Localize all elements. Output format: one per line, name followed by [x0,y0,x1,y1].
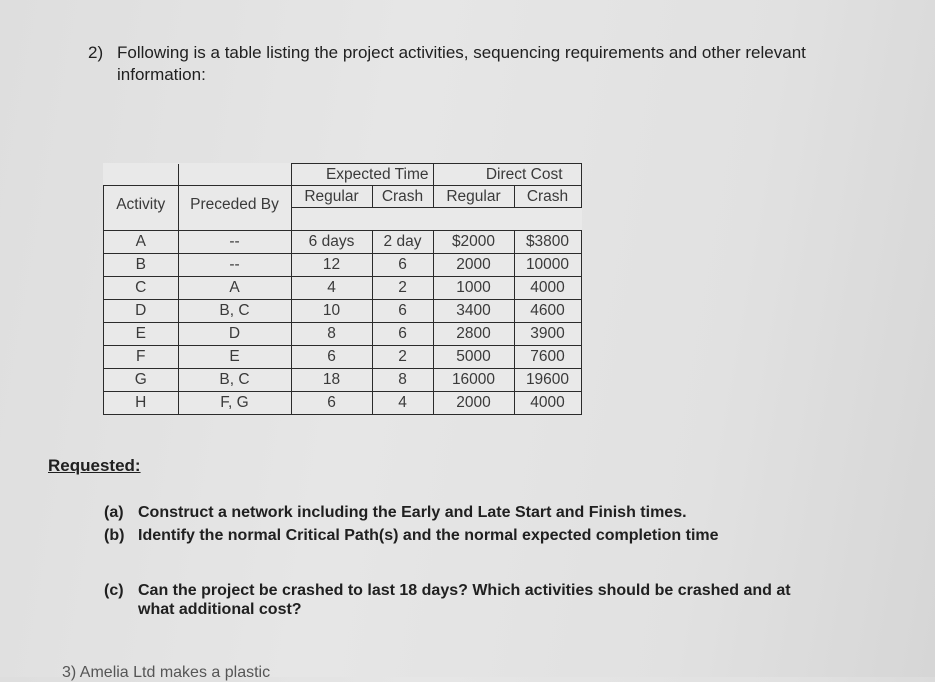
cell-activity: G [104,369,179,392]
cell-time-crash: 4 [372,392,433,415]
table-row [104,277,582,300]
cell-activity: A [104,231,179,254]
table-row [104,369,582,392]
header-time-crash: Crash [372,186,433,208]
cell-preceded: B, C [178,369,291,392]
question-text: Following is a table listing the project activities, sequencing requirements and other relevant information: [117,43,806,84]
cell-time-regular: 4 [291,277,372,300]
cell-activity: H [104,392,179,415]
cell-cost-regular: 2000 [433,392,514,415]
header-preceded-by: Preceded By [178,186,291,231]
cell-cost-regular: 16000 [433,369,514,392]
cell-preceded: F, G [178,392,291,415]
question-number: 2) [88,43,104,62]
cell-time-crash: 6 [372,323,433,346]
cell-time-regular: 10 [291,300,372,323]
cell-activity: B [104,254,179,277]
header-cost-crash: Crash [514,186,581,208]
header-cost-regular: Regular [433,186,514,208]
table-row [104,300,582,323]
cell-cost-crash: 4600 [514,300,581,323]
cell-time-crash: 6 [372,300,433,323]
cell-activity: D [104,300,179,323]
cell-time-regular: 6 [291,346,372,369]
item-text: Can the project be crashed to last 18 days? Which activities should be crashed and at what additional cost? [138,582,791,618]
cell-time-crash: 8 [372,369,433,392]
cell-preceded: E [178,346,291,369]
cell-cost-crash: 4000 [514,392,581,415]
cell-time-crash: 2 day [372,231,433,254]
cell-time-regular: 6 [291,392,372,415]
cell-activity: E [104,323,179,346]
table-header-row-1 [104,164,582,186]
table-row [104,254,582,277]
cell-cost-crash: $3800 [514,231,581,254]
cell-cost-crash: 7600 [514,346,581,369]
table-header-row-2 [104,186,582,208]
header-time-regular: Regular [291,186,372,208]
next-question-fragment: 3) Amelia Ltd makes a plastic [62,664,271,681]
cell-cost-crash: 4000 [514,277,581,300]
cell-preceded: -- [178,231,291,254]
cell-time-regular: 12 [291,254,372,277]
cell-cost-regular: 2800 [433,323,514,346]
cell-preceded: B, C [178,300,291,323]
item-label: (b) [104,527,125,544]
cell-activity: F [104,346,179,369]
item-label: (a) [104,504,124,521]
activity-table [103,163,582,415]
item-text: Construct a network including the Early and Late Start and Finish times. [138,504,687,521]
cell-time-crash: 2 [372,346,433,369]
cell-time-regular: 6 days [291,231,372,254]
header-expected-time: Expected Time [291,164,433,186]
requested-heading: Requested: [48,456,141,475]
cell-cost-crash: 3900 [514,323,581,346]
cell-cost-regular: $2000 [433,231,514,254]
cell-preceded: -- [178,254,291,277]
cell-cost-regular: 5000 [433,346,514,369]
cell-cost-regular: 2000 [433,254,514,277]
header-direct-cost: Direct Cost [433,164,581,186]
item-label: (c) [104,582,124,599]
cell-time-crash: 2 [372,277,433,300]
table-row [104,231,582,254]
cell-time-crash: 6 [372,254,433,277]
cell-time-regular: 8 [291,323,372,346]
cell-preceded: D [178,323,291,346]
cell-cost-regular: 3400 [433,300,514,323]
table-row [104,392,582,415]
cell-cost-crash: 10000 [514,254,581,277]
item-text: Identify the normal Critical Path(s) and the normal expected completion time [138,527,719,544]
table-row [104,323,582,346]
header-activity: Activity [104,186,179,231]
cell-activity: C [104,277,179,300]
cell-time-regular: 18 [291,369,372,392]
table-row [104,346,582,369]
cell-cost-crash: 19600 [514,369,581,392]
cell-cost-regular: 1000 [433,277,514,300]
cell-preceded: A [178,277,291,300]
